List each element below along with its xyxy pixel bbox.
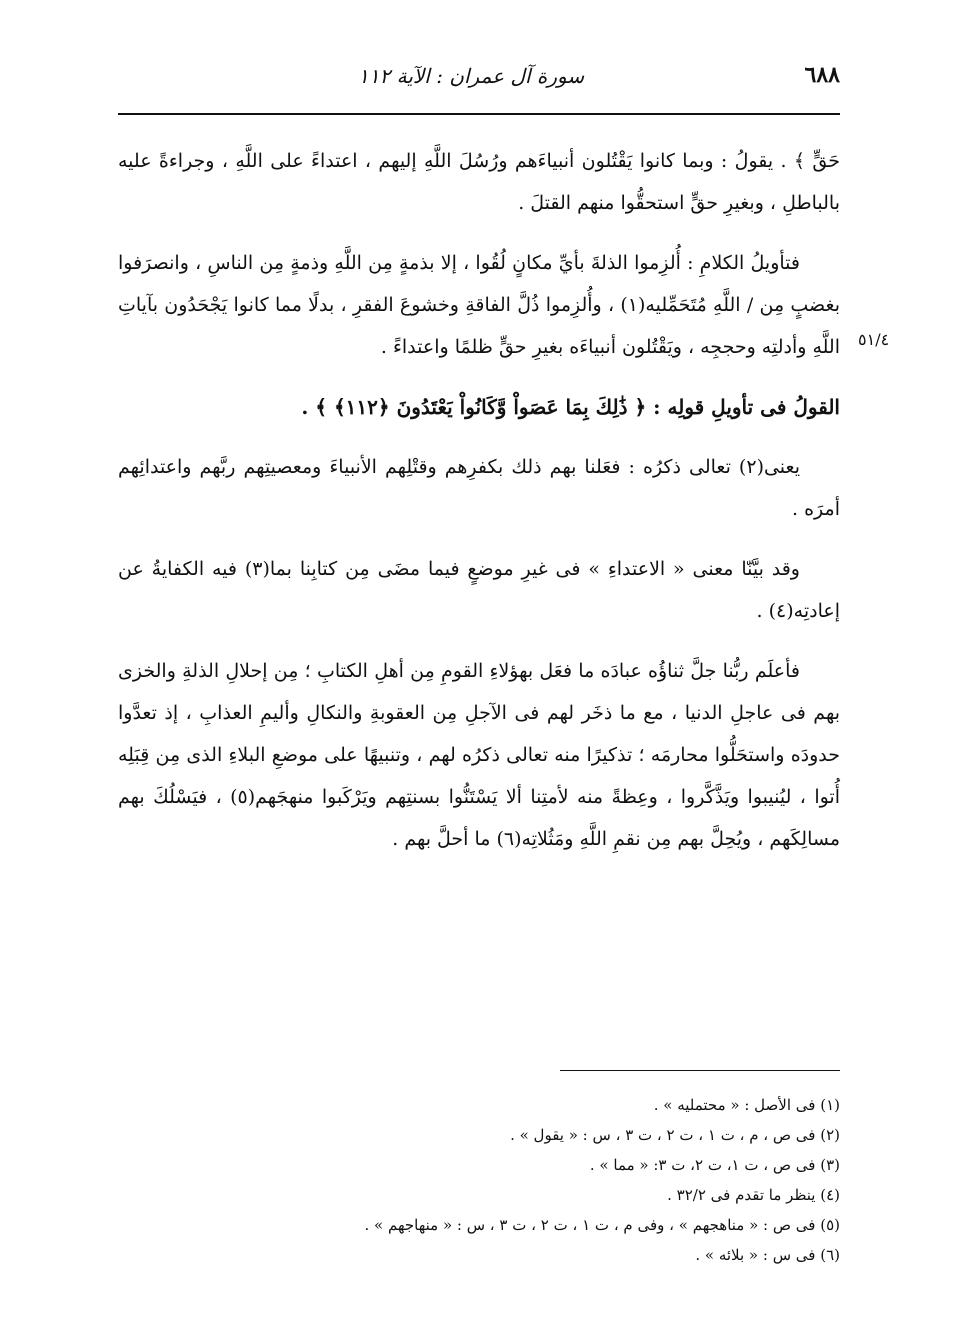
paragraph-2: فتأويلُ الكلامِ : أُلزِموا الذلةَ بأيِّ مكانٍ لُقُوا ، إلا بذمةٍ مِن اللَّهِ وذمةٍ مِن الناسِ ، وانصرَفوا بغضبٍ مِن / اللَّهِ مُتَحَمِّليه(١) ، وأُلزِموا ذُلَّ الفاقةِ وخشوعَ الفقرِ ، بدلًا مما كانوا يَجْحَدُون بآياتِ اللَّهِ وأدلتِه وحججِه ، ويَقْتُلون أنبياءَه بغيرِ حقٍّ ظلمًا واعتداءً . [118, 252, 840, 358]
page-number: ٦٨٨ [804, 62, 840, 88]
footnote-2: (٢) فى ص ، م ، ت ١ ، ت ٢ ، ت ٣ ، س : « يقول » . [510, 1126, 840, 1144]
header-rule [118, 113, 840, 115]
paragraph-1: حَقٍّ ﴾ . يقولُ : وبما كانوا يَقْتُلون أنبياءَهم ورُسُلَ اللَّهِ إليهم ، اعتداءً على اللَّهِ ، وجراءةً عليه بالباطلِ ، وبغيرِ حقٍّ استحقُّوا منهم القتلَ . [118, 150, 840, 214]
footnote-4: (٤) ينظر ما تقدم فى ٣٢/٢ . [667, 1186, 840, 1204]
running-title: سورة آل عمران : الآية ١١٢ [358, 64, 585, 88]
footnote-6: (٦) فى س : « بلائه » . [695, 1246, 840, 1264]
footnote-rule [560, 1070, 840, 1071]
footnote-5: (٥) فى ص : « مناهجهم » ، وفى م ، ت ١ ، ت ٢ ، ت ٣ ، س : « منهاجهم » . [364, 1216, 840, 1234]
footnote-3: (٣) فى ص ، ت ١، ت ٢، ت ٣: « مما » . [589, 1156, 840, 1174]
footnote-1: (١) فى الأصل : « محتمليه » . [653, 1096, 840, 1114]
margin-page-reference: ٥١/٤ [858, 330, 890, 349]
paragraph-3: يعنى(٢) تعالى ذكرُه : فعَلنا بهم ذلك بكفرِهم وقتْلِهم الأنبياءَ ومعصيتِهم ربَّهم واعتدائِهم أمرَه . [118, 456, 840, 520]
page-header [118, 58, 840, 98]
paragraph-5: فأعلَم ربُّنا جلَّ ثناؤُه عبادَه ما فعَل بهؤلاءِ القومِ مِن أهلِ الكتابِ ؛ مِن إحلالِ الذلةِ والخزى بهم فى عاجلِ الدنيا ، مع ما ذخَر لهم فى الآجلِ مِن العقوبةِ والنكالِ وأليمِ العذابِ ، إذ تعدَّوا حدودَه واستحَلُّوا محارمَه ؛ تذكيرًا منه تعالى ذكرُه لهم ، وتنبيهًا على موضعِ البلاءِ الذى مِن قِبَلِه أُتوا ، ليُنيبوا ويَذَّكَّروا ، وعِظةً منه لأمتِنا ألا يَسْتَنُّوا بسنتِهم ويَرْكَبوا منهجَهم(٥) ، فيَسْلُكَ بهم مسالِكَهم ، ويُحِلَّ بهم مِن نقمِ اللَّهِ ومَثُلاتِه(٦) ما أحلَّ بهم . [118, 660, 840, 850]
footnotes [118, 1090, 840, 1270]
section-heading: القولُ فى تأويلِ قولِه : ﴿ ذَٰلِكَ بِمَا عَصَواْ وَّكَانُواْ يَعْتَدُونَ ﴿١١٢﴾ ﴾ . [301, 395, 840, 419]
paragraph-4: وقد بيَّنّا معنى « الاعتداءِ » فى غيرِ موضعٍ فيما مضَى مِن كتابِنا بما(٣) فيه الكفايةُ عن إعادتِه(٤) . [118, 558, 840, 622]
main-text [118, 140, 840, 878]
